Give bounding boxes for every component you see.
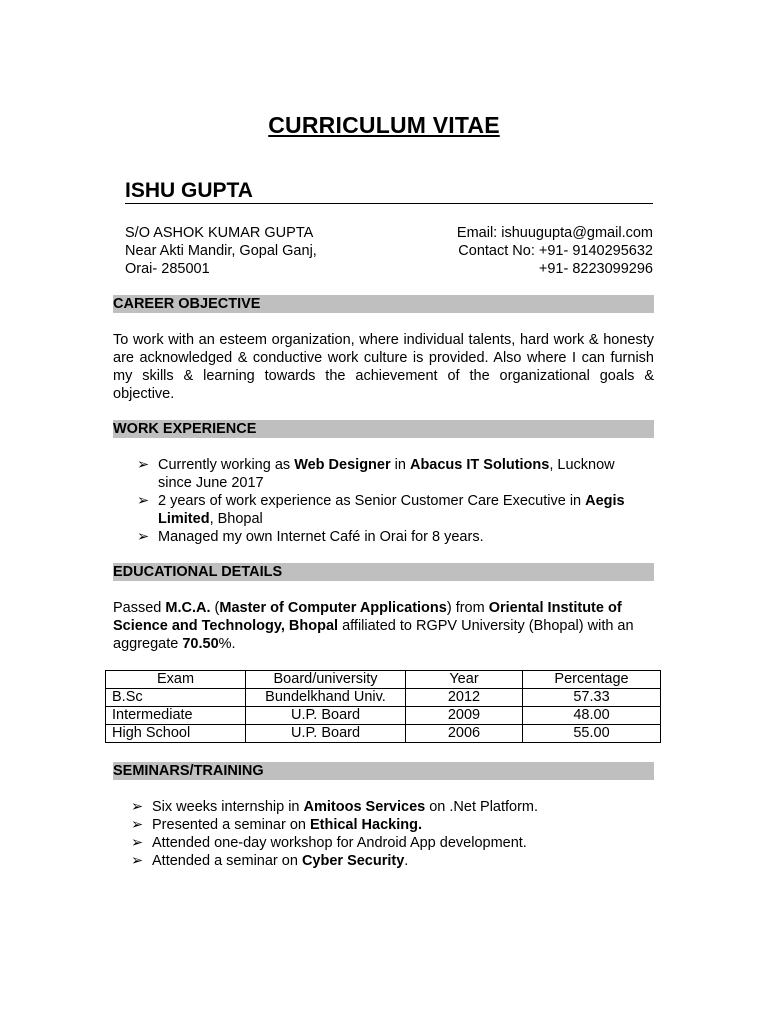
list-item — [131, 834, 661, 852]
table-header-cell: Board/university — [246, 671, 406, 689]
list-item — [131, 852, 661, 870]
table-header-cell: Exam — [106, 671, 246, 689]
table-cell: High School — [106, 725, 246, 743]
table-row — [106, 707, 661, 725]
arrow-bullet-icon: ➢ — [131, 835, 144, 851]
table-header-row — [106, 671, 661, 689]
work-item-3: Managed my own Internet Café in Orai for 8 years. — [158, 529, 484, 545]
seminar-item-3: Attended one-day workshop for Android App development. — [152, 835, 527, 851]
table-row — [106, 689, 661, 707]
table-cell: 57.33 — [523, 689, 661, 707]
section-heading-seminars: SEMINARS/TRAINING — [113, 762, 654, 780]
list-item — [131, 798, 661, 816]
seminar-item-1: Six weeks internship in Amitoos Services on .Net Platform. — [152, 799, 539, 815]
seminar-item-2: Presented a seminar on Ethical Hacking. — [152, 817, 422, 833]
email-line — [457, 224, 653, 242]
table-cell: 55.00 — [523, 725, 661, 743]
phone-2: +91- 8223099296 — [538, 261, 653, 277]
list-item — [131, 816, 661, 834]
table-cell: 2012 — [406, 689, 523, 707]
section-heading-career: CAREER OBJECTIVE — [113, 295, 654, 313]
address-line-1: S/O ASHOK KUMAR GUPTA — [125, 225, 314, 241]
phone-line-2 — [457, 260, 653, 278]
seminar-list — [131, 798, 661, 870]
page-title: CURRICULUM VITAE — [268, 112, 500, 138]
education-table — [105, 670, 661, 743]
list-item — [137, 492, 657, 528]
table-cell: U.P. Board — [246, 707, 406, 725]
name-heading — [125, 179, 653, 204]
education-paragraph: Passed M.C.A. (Master of Computer Applications) from Oriental Institute of Science and Technology, Bhopal affiliated to RGPV University (Bhopal) with an aggregate 70.50%. — [113, 600, 634, 652]
table-cell: U.P. Board — [246, 725, 406, 743]
work-item-2: 2 years of work experience as Senior Customer Care Executive in Aegis Limited, Bhopal — [158, 493, 625, 527]
table-cell: 48.00 — [523, 707, 661, 725]
list-item — [137, 456, 657, 492]
arrow-bullet-icon: ➢ — [131, 799, 144, 815]
work-item-1: Currently working as Web Designer in Abacus IT Solutions, Lucknow since June 2017 — [158, 457, 615, 491]
address-block — [125, 224, 317, 278]
email-label: Email: — [456, 225, 498, 241]
table-row — [106, 725, 661, 743]
table-cell: Intermediate — [106, 707, 246, 725]
address-line-3: Orai- 285001 — [125, 261, 210, 277]
work-list — [137, 456, 657, 546]
address-line-2: Near Akti Mandir, Gopal Ganj, — [125, 243, 317, 259]
arrow-bullet-icon: ➢ — [137, 457, 150, 473]
section-heading-work: WORK EXPERIENCE — [113, 420, 654, 438]
career-objective-text: To work with an esteem organization, where individual talents, hard work & honesty are acknowledged & conductive work culture is provided. Also where I can furnish my skills & learning towards the achievement of the organizational goals & objective. — [113, 332, 654, 402]
arrow-bullet-icon: ➢ — [137, 529, 150, 545]
section-heading-education: EDUCATIONAL DETAILS — [113, 563, 654, 581]
email-value: ishuugupta@gmail.com — [501, 225, 653, 241]
table-cell: 2006 — [406, 725, 523, 743]
seminar-item-4: Attended a seminar on Cyber Security. — [152, 853, 409, 869]
table-cell: B.Sc — [106, 689, 246, 707]
arrow-bullet-icon: ➢ — [131, 817, 144, 833]
phone-1: +91- 9140295632 — [538, 243, 653, 259]
table-cell: Bundelkhand Univ. — [246, 689, 406, 707]
list-item — [137, 528, 657, 546]
arrow-bullet-icon: ➢ — [137, 493, 150, 509]
table-header-cell: Percentage — [523, 671, 661, 689]
table-header-cell: Year — [406, 671, 523, 689]
phone-line — [457, 242, 653, 260]
candidate-name: ISHU GUPTA — [125, 179, 253, 202]
phone-label: Contact No: — [458, 243, 535, 259]
arrow-bullet-icon: ➢ — [131, 853, 144, 869]
table-cell: 2009 — [406, 707, 523, 725]
contact-block — [457, 224, 653, 278]
